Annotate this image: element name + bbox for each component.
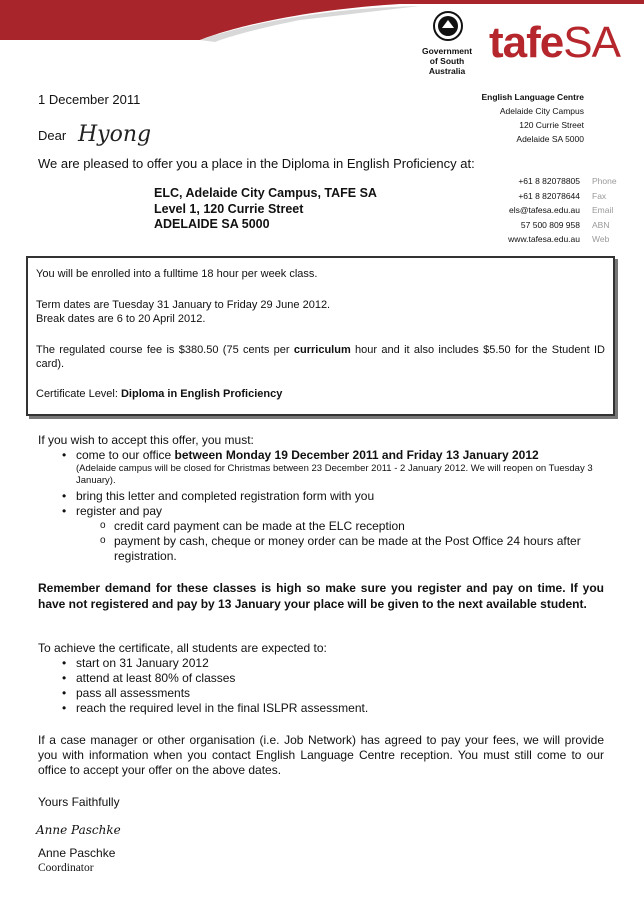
closure-note: (Adelaide campus will be closed for Christmas between 23 December 2011 - 2 January 2012. We will reopen on Tuesday 3 January). <box>76 463 593 486</box>
letter-date: 1 December 2011 <box>38 92 141 107</box>
government-label: Government of South Australia <box>421 46 473 76</box>
enrolment-info-box <box>26 256 615 416</box>
registration-reminder: Remember demand for these classes is high so make sure you register and pay on time. If you have not registered and pay by 13 January your place will be given to the next available student. <box>38 581 604 611</box>
enrolment-hours: You will be enrolled into a fulltime 18 hour per week class. <box>36 268 318 280</box>
list-item: • bring this letter and completed registration form with you <box>38 489 610 504</box>
signatory-role: Coordinator <box>38 862 94 874</box>
coat-of-arms-icon <box>432 10 464 42</box>
list-item: • pass all assessments <box>38 686 598 701</box>
signatory-name: Anne Paschke <box>38 846 116 860</box>
list-item: • register and pay o credit card payment can be made at the ELC reception o payment by cash, cheque or money order can be made at the Post Office 24 hours after registration. <box>38 504 610 564</box>
term-dates: Term dates are Tuesday 31 January to Friday 29 June 2012. <box>36 299 331 311</box>
list-item: o credit card payment can be made at the ELC reception <box>38 519 610 534</box>
greeting: Dear <box>38 128 67 143</box>
accept-intro: If you wish to accept this offer, you must: <box>38 433 254 447</box>
list-item: o payment by cash, cheque or money order can be made at the Post Office 24 hours after registration. <box>38 534 610 564</box>
certificate-level: Certificate Level: Diploma in English Proficiency <box>36 388 283 400</box>
recipient-handwritten-name: Hyong <box>78 122 152 147</box>
venue-address: ELC, Adelaide City Campus, TAFE SA Level 1, 120 Currie Street ADELAIDE SA 5000 <box>154 186 377 231</box>
break-dates: Break dates are 6 to 20 April 2012. <box>36 313 206 325</box>
tafesa-logo: tafeSA <box>489 18 620 67</box>
achieve-intro: To achieve the certificate, all students are expected to: <box>38 641 327 655</box>
requirements-list <box>38 656 598 716</box>
list-item: • attend at least 80% of classes <box>38 671 598 686</box>
contact-details: +61 8 82078805 Phone +61 8 82078644 Fax els@tafesa.edu.au Email 57 500 809 958 ABN www.tafesa.edu.au Web <box>508 176 617 245</box>
list-item: • come to our office between Monday 19 December 2011 and Friday 13 January 2012 (Adelaide campus will be closed for Christmas between 23 December 2011 - 2 January 2012. We will reopen on Tuesday 3 January). <box>38 448 610 487</box>
sender-address: English Language Centre Adelaide City Campus 120 Currie Street Adelaide SA 5000 <box>481 92 584 144</box>
offer-line: We are pleased to offer you a place in the Diploma in English Proficiency at: <box>38 156 475 171</box>
list-item: • start on 31 January 2012 <box>38 656 598 671</box>
accept-section <box>38 433 254 448</box>
handwritten-signature: Anne Paschke <box>36 823 121 837</box>
accept-list <box>38 448 610 564</box>
closing: Yours Faithfully <box>38 795 120 809</box>
list-item: • reach the required level in the final ISLPR assessment. <box>38 701 598 716</box>
case-manager-paragraph: If a case manager or other organisation (i.e. Job Network) has agreed to pay your fees, we will provide you with information when you contact English Language Centre reception. You must still come to our office to accept your offer on the above dates. <box>38 733 604 777</box>
course-fee: The regulated course fee is $380.50 (75 cents per curriculum hour and it also includes $5.50 for the Student ID card). <box>36 344 605 370</box>
